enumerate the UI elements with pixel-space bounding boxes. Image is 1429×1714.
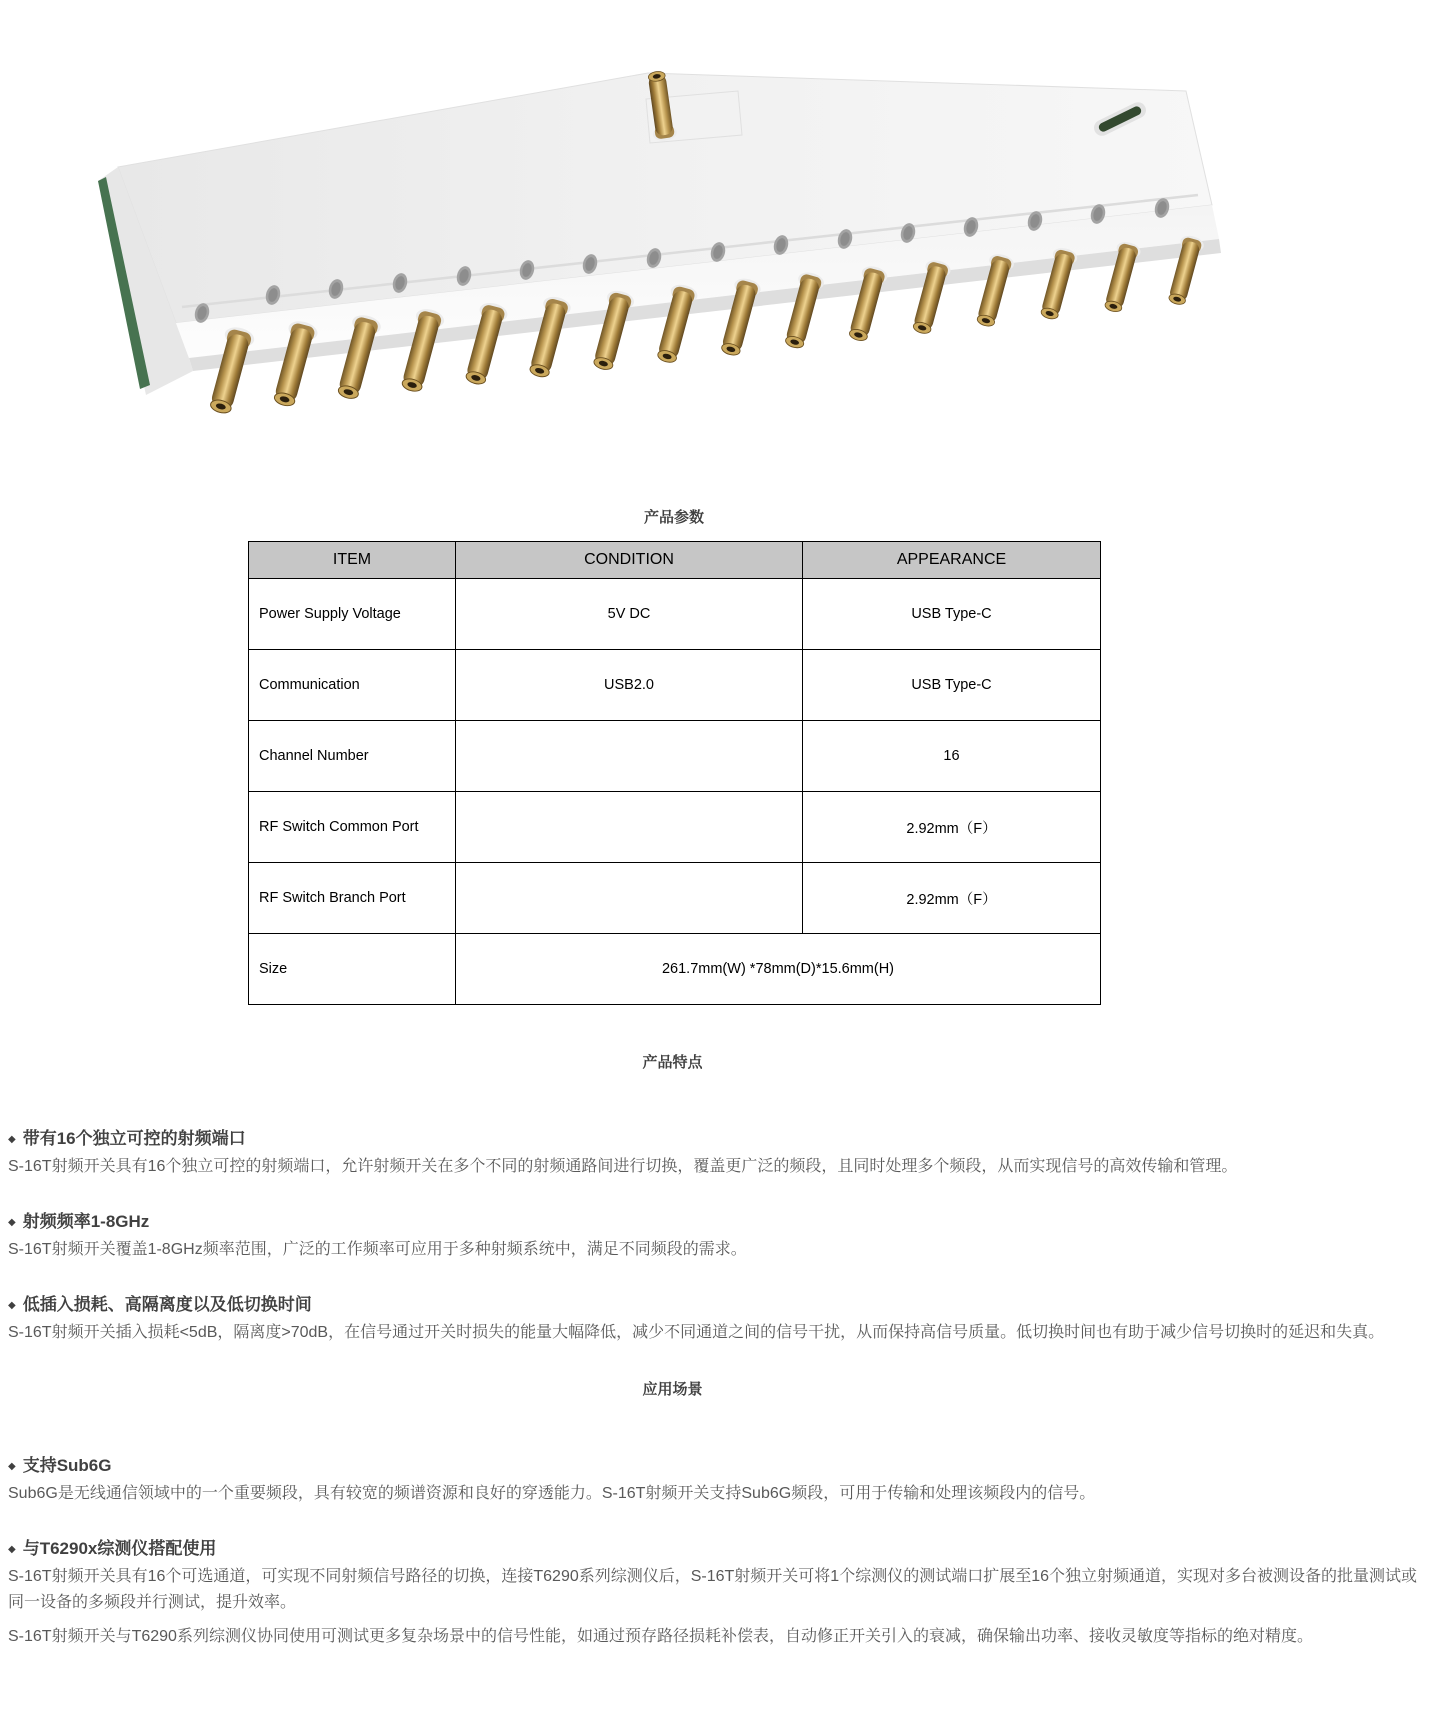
cell-appearance: 16 <box>803 721 1101 792</box>
table-row <box>249 863 1101 934</box>
feature-item <box>8 1127 1421 1180</box>
feature-heading-text: 射频频率1-8GHz <box>22 1212 150 1231</box>
cell-item: RF Switch Branch Port <box>249 863 456 934</box>
applications-section <box>0 1454 1429 1650</box>
feature-heading <box>8 1210 1421 1235</box>
page-bottom-spacer <box>0 1650 1429 1714</box>
table-header-row <box>249 542 1101 579</box>
cell-item: Size <box>249 934 456 1005</box>
parameters-title: 产品参数 <box>643 509 704 526</box>
table-row <box>249 650 1101 721</box>
cell-condition: 5V DC <box>456 579 803 650</box>
cell-appearance: 2.92mm（F） <box>803 863 1101 934</box>
diamond-bullet-icon: ◆ <box>8 1134 16 1145</box>
cell-appearance: USB Type-C <box>803 579 1101 650</box>
parameters-section <box>248 508 1100 1005</box>
application-item <box>8 1537 1421 1650</box>
cell-condition <box>456 721 803 792</box>
feature-item <box>8 1293 1421 1346</box>
feature-body: S-16T射频开关插入损耗<5dB，隔离度>70dB，在信号通过开关时损失的能量大幅降低，减少不同通道之间的信号干扰，从而保持高信号质量。低切换时间也有助于减少信号切换时的延迟和失真。 <box>8 1324 1385 1341</box>
cell-appearance: 2.92mm（F） <box>803 792 1101 863</box>
application-body: S-16T射频开关与T6290系列综测仪协同使用可测试更多复杂场景中的信号性能，如通过预存路径损耗补偿表，自动修正开关引入的衰减，确保输出功率、接收灵敏度等指标的绝对精度。 <box>8 1628 1313 1645</box>
application-heading <box>8 1454 1421 1479</box>
diamond-bullet-icon: ◆ <box>8 1217 16 1228</box>
feature-heading <box>8 1127 1421 1152</box>
application-heading <box>8 1537 1421 1562</box>
product-figure <box>0 0 1429 470</box>
product-image <box>90 55 1230 455</box>
feature-body: S-16T射频开关具有16个独立可控的射频端口，允许射频开关在多个不同的射频通路间进行切换，覆盖更广泛的频段，且同时处理多个频段，从而实现信号的高效传输和管理。 <box>8 1158 1238 1175</box>
applications-title: 应用场景 <box>642 1381 703 1398</box>
cell-condition <box>456 792 803 863</box>
diamond-bullet-icon: ◆ <box>8 1544 16 1555</box>
col-header-appearance: APPEARANCE <box>803 542 1101 579</box>
feature-heading <box>8 1293 1421 1318</box>
feature-heading-text: 低插入损耗、高隔离度以及低切换时间 <box>22 1295 312 1314</box>
cell-appearance: USB Type-C <box>803 650 1101 721</box>
feature-body: S-16T射频开关覆盖1-8GHz频率范围，广泛的工作频率可应用于多种射频系统中，满足不同频段的需求。 <box>8 1241 747 1258</box>
application-body: Sub6G是无线通信领域中的一个重要频段，具有较宽的频谱资源和良好的穿透能力。S-16T射频开关支持Sub6G频段，可用于传输和处理该频段内的信号。 <box>8 1485 1096 1502</box>
diamond-bullet-icon: ◆ <box>8 1461 16 1472</box>
application-body: S-16T射频开关具有16个可选通道，可实现不同射频信号路径的切换，连接T6290系列综测仪后，S-16T射频开关可将1个综测仪的测试端口扩展至16个独立射频通道，实现对多台被测设备的批量测试或同一设备的多频段并行测试，提升效率。 <box>8 1568 1418 1611</box>
features-title: 产品特点 <box>642 1054 703 1071</box>
cell-item: Channel Number <box>249 721 456 792</box>
table-row <box>249 721 1101 792</box>
parameters-table <box>248 541 1101 1005</box>
cell-item: Power Supply Voltage <box>249 579 456 650</box>
cell-condition <box>456 863 803 934</box>
feature-item <box>8 1210 1421 1263</box>
table-row <box>249 792 1101 863</box>
cell-size-value: 261.7mm(W) *78mm(D)*15.6mm(H) <box>456 934 1101 1005</box>
application-heading-text: 支持Sub6G <box>22 1456 112 1475</box>
application-item <box>8 1454 1421 1507</box>
col-header-item: ITEM <box>249 542 456 579</box>
feature-heading-text: 带有16个独立可控的射频端口 <box>22 1129 246 1148</box>
table-row <box>249 579 1101 650</box>
cell-item: Communication <box>249 650 456 721</box>
features-section <box>0 1127 1429 1346</box>
cell-item: RF Switch Common Port <box>249 792 456 863</box>
table-row <box>249 934 1101 1005</box>
cell-condition: USB2.0 <box>456 650 803 721</box>
col-header-condition: CONDITION <box>456 542 803 579</box>
application-heading-text: 与T6290x综测仪搭配使用 <box>22 1539 217 1558</box>
diamond-bullet-icon: ◆ <box>8 1300 16 1311</box>
